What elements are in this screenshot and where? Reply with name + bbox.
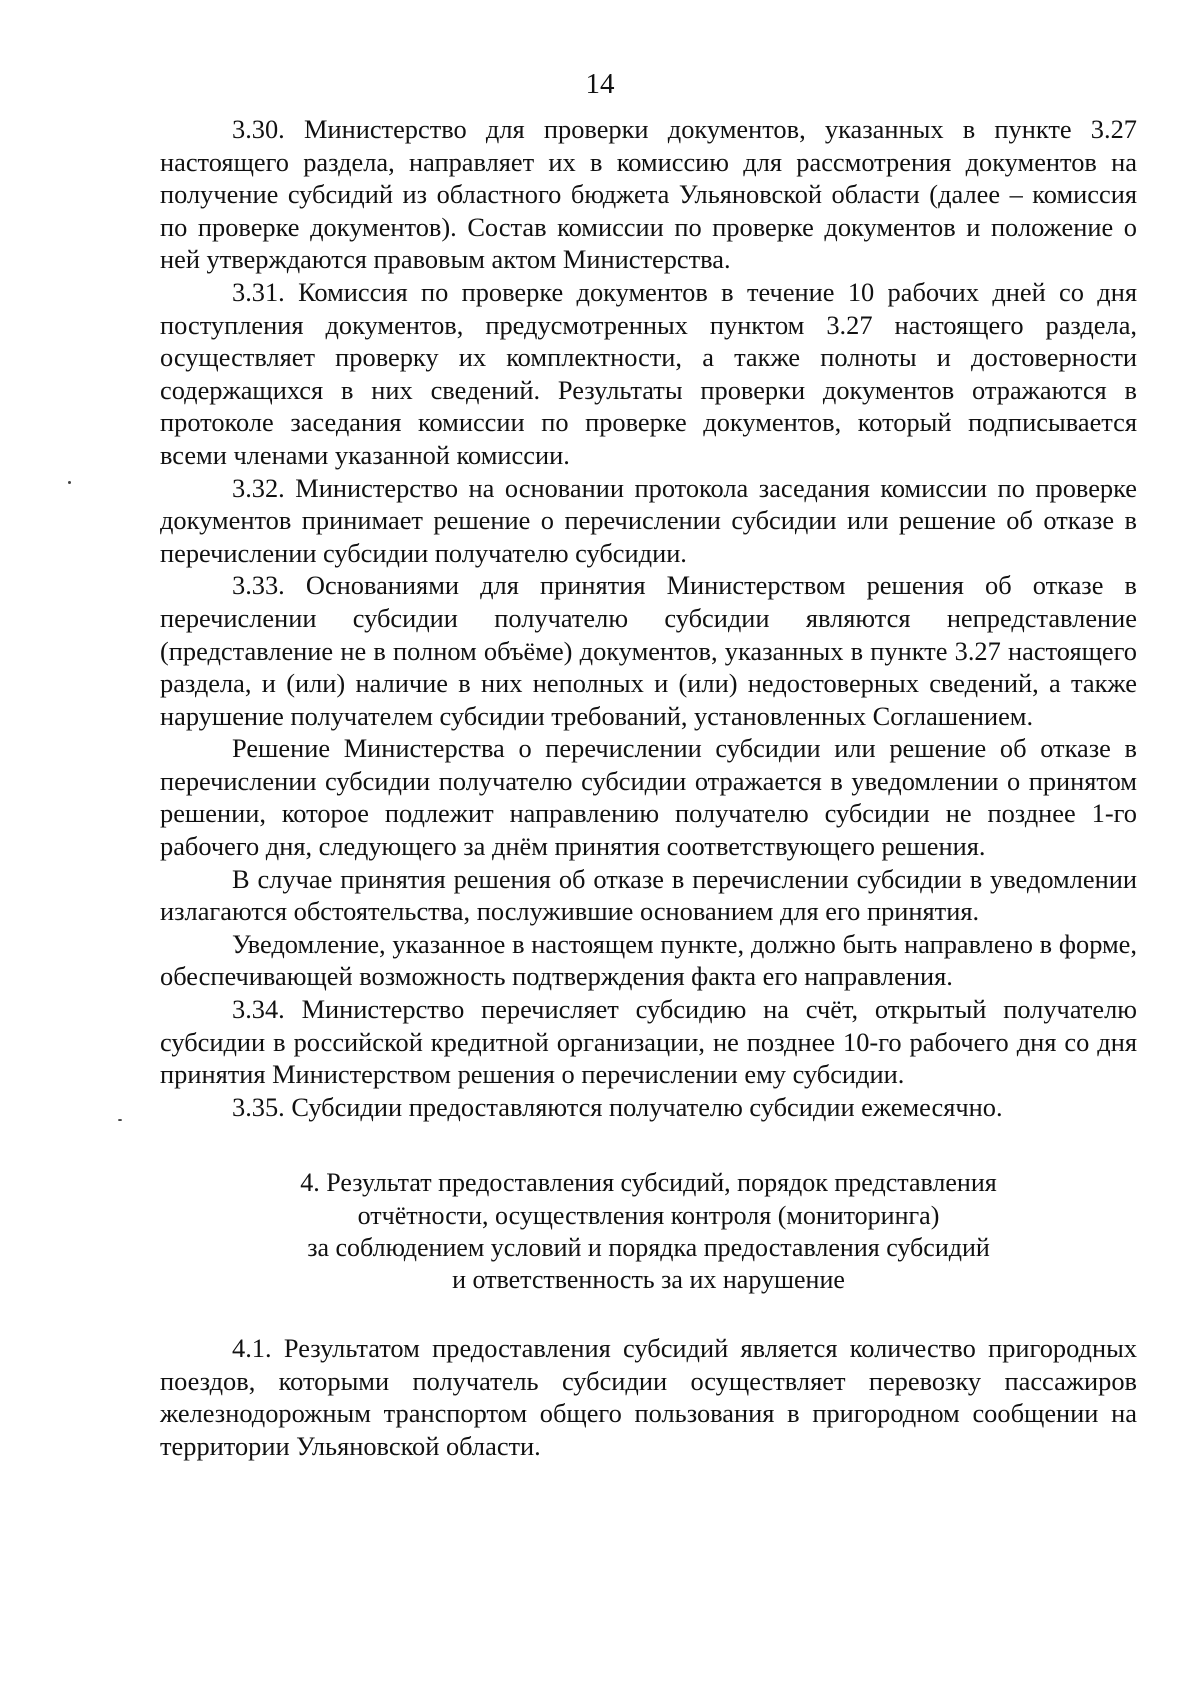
paragraph-3-32: 3.32. Министерство на основании протокола заседания комиссии по проверке документов принимает решение о перечислении субсидии или решение об отказе в перечислении субсидии получателю субсидии. — [160, 472, 1137, 568]
scan-speck — [68, 481, 71, 484]
paragraph-notice-form: Уведомление, указанное в настоящем пункте, должно быть направлено в форме, обеспечивающей возможность подтверждения факта его направления. — [160, 928, 1137, 992]
document-body — [160, 113, 1137, 1463]
section-heading-line: отчётности, осуществления контроля (мониторинга) — [357, 1200, 940, 1230]
paragraph-decision-notice: Решение Министерства о перечислении субсидии или решение об отказе в перечислении субсидии получателю субсидии отражается в уведомлении о принятом решении, которое подлежит направлению получателю субсидии не позднее 1-го рабочего дня, следующего за днём принятия соответствующего решения. — [160, 733, 1137, 862]
paragraph-3-34: 3.34. Министерство перечисляет субсидию на счёт, открытый получателю субсидии в российской кредитной организации, не позднее 10-го рабочего дня со дня принятия Министерством решения о перечислении ему субсидии. — [160, 994, 1137, 1090]
paragraph-3-35: 3.35. Субсидии предоставляются получателю субсидии ежемесячно. — [232, 1091, 1003, 1122]
paragraph-3-33: 3.33. Основаниями для принятия Министерством решения об отказе в перечислении субсидии получателю субсидии являются непредставление (представление не в полном объёме) документов, указанных в пункте 3.27 настоящего раздела, и (или) наличие в них неполных и (или) недостоверных сведений, а также нарушение получателем субсидии требований, установленных Соглашением. — [160, 570, 1137, 731]
section-heading-line: и ответственность за их нарушение — [452, 1265, 845, 1295]
scan-speck — [118, 1119, 122, 1121]
section-heading-line: за соблюдением условий и порядка предоставления субсидий — [307, 1232, 990, 1262]
section-4-heading — [160, 1167, 1137, 1296]
paragraph-4-1: 4.1. Результатом предоставления субсидий является количество пригородных поездов, которыми получатель субсидии осуществляет перевозку пассажиров железнодорожным транспортом общего пользования в пригородном сообщении на территории Ульяновской области. — [160, 1333, 1137, 1461]
section-heading-line: 4. Результат предоставления субсидий, порядок представления — [300, 1168, 997, 1198]
paragraph-3-30: 3.30. Министерство для проверки документов, указанных в пункте 3.27 настоящего раздела, направляет их в комиссию для рассмотрения документов на получение субсидий из областного бюджета Ульяновской области (далее – комиссия по проверке документов). Состав комиссии по проверке документов и положение о ней утверждаются правовым актом Министерства. — [160, 114, 1137, 275]
paragraph-refusal-case: В случае принятия решения об отказе в перечислении субсидии в уведомлении излагаются обстоятельства, послужившие основанием для его принятия. — [160, 863, 1137, 927]
page-number: 14 — [585, 68, 615, 100]
paragraph-3-31: 3.31. Комиссия по проверке документов в течение 10 рабочих дней со дня поступления документов, предусмотренных пунктом 3.27 настоящего раздела, осуществляет проверку их комплектности, а также полноты и достоверности содержащихся в них сведений. Результаты проверки документов отражаются в протоколе заседания комиссии по проверке документов, который подписывается всеми членами указанной комиссии. — [160, 276, 1137, 470]
